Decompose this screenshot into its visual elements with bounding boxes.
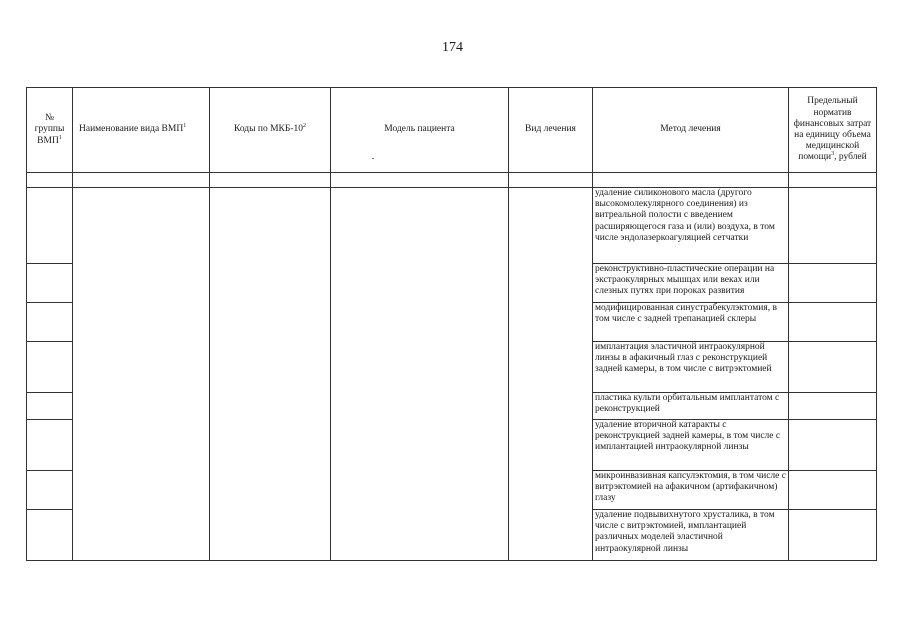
method-cell: реконструктивно-пластические операции на экстраокулярных мышцах или веках или слезных путях при пороках развития — [593, 264, 789, 303]
header-cost-norm: Предельный норматив финансовых затрат на единицу объема медицинской помощи$^3$, рублей — [789, 88, 877, 173]
header-group-number: № группы ВМП$^1$ — [27, 88, 73, 173]
method-cell: имплантация эластичной интраокулярной линзы в афакичный глаз с реконструкцией задней камеры, в том числе с витрэктомией — [593, 342, 789, 393]
method-cell: пластика культи орбитальным имплантатом с реконструкцией — [593, 393, 789, 420]
table-row — [27, 188, 877, 264]
header-treatment-type: Вид лечения — [509, 88, 593, 173]
header-icd-codes: Коды по МКБ-$10^2$ — [210, 88, 331, 173]
method-cell: микроинвазивная капсулэктомия, в том числе с витрэктомией на афакичном (артифакичном) глазу — [593, 471, 789, 510]
method-cell: модифицированная синустрабекулэктомия, в том числе с задней трепанацией склеры — [593, 303, 789, 342]
method-cell: удаление подвывихнутого хрусталика, в том числе с витрэктомией, имплантацией различных моделей эластичной интраокулярной линзы — [593, 510, 789, 561]
vmp-table — [26, 87, 877, 561]
method-cell: удаление вторичной катаракты с реконструкцией задней камеры, в том числе с имплантацией интраокулярной линзы — [593, 420, 789, 471]
table-spacer-row — [27, 173, 877, 188]
header-vmp-name: Наименование вида ВМП$^1$ — [73, 88, 210, 173]
method-cell: удаление силиконового масла (другого высокомолекулярного соединения) из витреальной полости с введением расширяющегося газа и (или) воздуха, в том числе эндолазеркоагуляцией сетчатки — [593, 188, 789, 264]
header-treatment-method: Метод лечения — [593, 88, 789, 173]
table-header-row — [27, 88, 877, 173]
page-number: 174 — [442, 40, 463, 55]
header-patient-model: Модель пациента — [331, 88, 509, 173]
